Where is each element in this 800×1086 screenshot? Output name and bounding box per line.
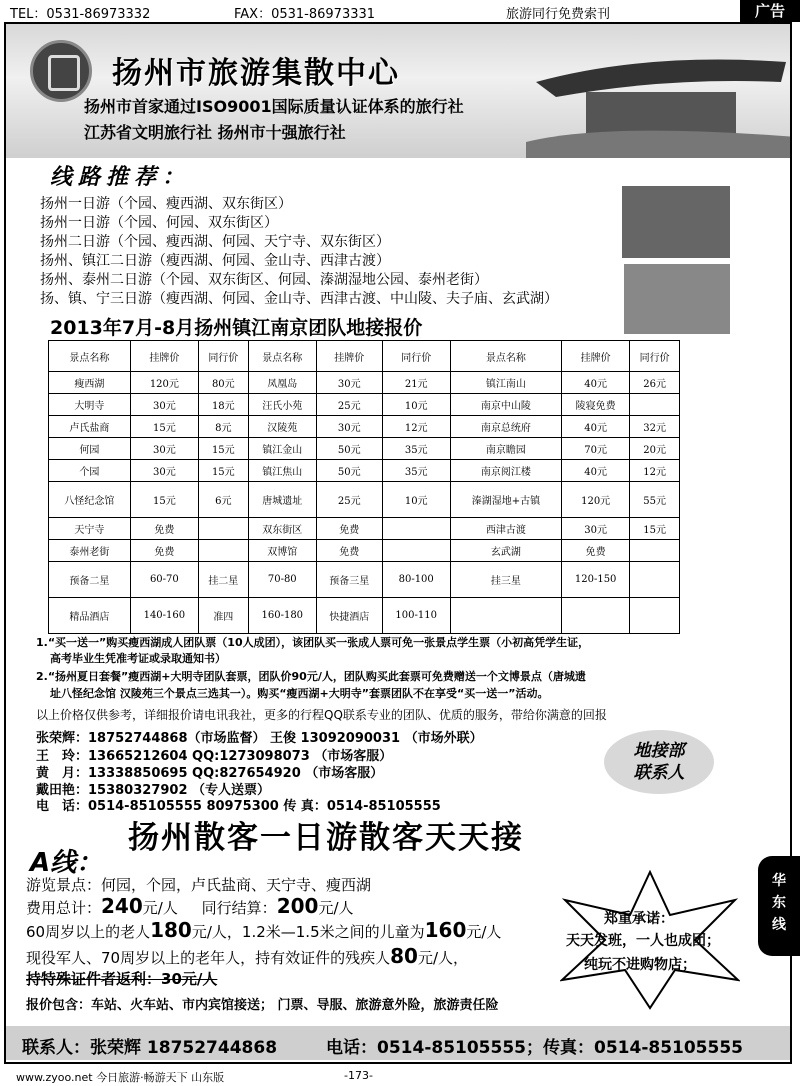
table-cell: 12元 [630,460,680,482]
table-cell: 21元 [382,372,450,394]
agents-line-2: 联系人 [633,763,685,783]
table-header-cell: 同行价 [198,341,248,372]
route-item: 扬州、镇江二日游（瘦西湖、何园、金山寺、西津古渡） [40,253,390,269]
table-row [49,598,680,634]
table-cell: 精品酒店 [49,598,131,634]
page-number: -173- [344,1069,373,1082]
table-cell: 30元 [316,372,382,394]
table-row [49,416,680,438]
table-cell: 30元 [316,416,382,438]
table-header-row [49,341,680,372]
side-tab-label: 华 东 线 [772,873,786,933]
table-cell: 天宁寺 [49,518,131,540]
contact-line: 电 话：0514-85105555 80975300 传 真：0514-85105555 [36,799,441,814]
cost-label: 费用总计： [26,899,102,917]
table-cell [198,540,248,562]
route-item: 扬州一日游（个园、瘦西湖、双东街区） [40,196,292,212]
table-cell: 25元 [316,482,382,518]
table-cell: 挂二星 [198,562,248,598]
table-header-cell: 挂牌价 [130,341,198,372]
table-header-cell: 景点名称 [49,341,131,372]
disclaimer: 以上价格仅供参考，详细报价请电讯我社，更多的行程QQ联系专业的团队、优质的服务，带给你满意的回报 [36,708,607,722]
table-cell: 预备三星 [316,562,382,598]
contact-line: 王 玲：13665212604 QQ:1273098073 （市场客服） [36,749,393,764]
table-row [49,372,680,394]
elder-price: 180 [150,918,192,942]
table-cell: 免费 [316,540,382,562]
table-cell: 镇江金山 [248,438,316,460]
footer-bar [6,1026,790,1060]
table-cell [630,540,680,562]
fax-text: FAX：0531-86973331 [234,7,376,22]
table-cell: 32元 [630,416,680,438]
note-2: 2.“扬州夏日套餐”瘦西湖+大明寺团队套票，团队价90元/人，团队购买此套票可免费赠送一个文博景点（唐城遗 [36,670,586,683]
daytour-title: 扬州散客一日游散客天天接 [128,820,524,856]
mountain-photo [624,264,730,334]
route-item: 扬州一日游（个园、何园、双东街区） [40,215,278,231]
table-cell: 140-160 [130,598,198,634]
military-line [26,944,468,968]
military-price: 80 [390,944,418,968]
route-item: 扬、镇、宁三日游（瘦西湖、何园、金山寺、西津古渡、中山陵、夫子庙、玄武湖） [40,291,558,307]
table-cell: 15元 [198,438,248,460]
table-row [49,438,680,460]
table-cell: 免费 [130,540,198,562]
route-item: 扬州、泰州二日游（个园、双东街区、何园、溱湖湿地公园、泰州老街） [40,272,488,288]
table-header-cell: 挂牌价 [562,341,630,372]
table-cell: 10元 [382,394,450,416]
table-cell: 个园 [49,460,131,482]
table-cell: 160-180 [248,598,316,634]
table-cell: 10元 [382,482,450,518]
table-cell: 80-100 [382,562,450,598]
table-cell: 30元 [562,518,630,540]
table-cell: 双东街区 [248,518,316,540]
table-cell: 35元 [382,438,450,460]
table-cell: 镇江南山 [450,372,561,394]
elder-text: 60周岁以上的老人 [26,923,151,941]
table-header-cell: 同行价 [630,341,680,372]
table-cell: 25元 [316,394,382,416]
table-cell: 100-110 [382,598,450,634]
price-table [48,340,680,634]
table-cell: 准四 [198,598,248,634]
table-cell: 35元 [382,460,450,482]
routes-title: 线路推荐： [50,165,191,190]
table-cell: 快捷酒店 [316,598,382,634]
table-cell: 15元 [130,482,198,518]
table-cell: 何园 [49,438,131,460]
table-header-cell: 挂牌价 [316,341,382,372]
footer-contact: 联系人：张荣辉 18752744868 [22,1038,278,1058]
table-cell [198,518,248,540]
table-cell: 镇江焦山 [248,460,316,482]
table-cell [562,598,630,634]
slogan-text: 旅游同行免费索刊 [506,7,611,22]
table-cell: 卢氏盐商 [49,416,131,438]
table-cell: 70元 [562,438,630,460]
cost-value: 240 [101,894,143,918]
table-cell: 55元 [630,482,680,518]
table-cell: 30元 [130,460,198,482]
table-cell: 70-80 [248,562,316,598]
table-cell: 免费 [562,540,630,562]
note-1: 1.“买一送一”购买瘦西湖成人团队票（10人成团），该团队买一张成人票可免一张景点学生票（小初高凭学生证， [36,636,590,649]
table-cell: 15元 [130,416,198,438]
table-cell: 80元 [198,372,248,394]
logo-icon [30,40,92,102]
banner-subtitle-2: 江苏省文明旅行社 扬州市十强旅行社 [84,123,346,142]
promise-2: 纯玩不进购物店； [584,957,696,973]
table-cell [382,540,450,562]
includes-text: 报价包含：车站、火车站、市内宾馆接送； 门票、导服、旅游意外险，旅游责任险 [26,998,499,1013]
ad-badge: 广告 [740,0,800,22]
side-tab [758,856,800,956]
table-cell: 120元 [130,372,198,394]
elder-line [26,918,501,942]
special-text: 持特殊证件者返利：30元/人 [26,970,218,988]
table-cell: 唐城遗址 [248,482,316,518]
table-cell: 20元 [630,438,680,460]
promise-title: 郑重承诺： [604,911,674,927]
footer-phone: 电话：0514-85105555；传真：0514-85105555 [326,1038,743,1058]
table-cell: 预备二星 [49,562,131,598]
promise-1: 天天发班，一人也成团； [566,933,720,949]
contact-line: 黄 月：13338850695 QQ:827654920 （市场客服） [36,766,384,781]
table-cell: 南京中山陵 [450,394,561,416]
cost-unit: 元/人 [142,899,178,917]
pagoda-image [526,52,790,158]
table-cell: 120元 [562,482,630,518]
table-cell: 40元 [562,372,630,394]
table-cell: 南京阅江楼 [450,460,561,482]
table-row [49,482,680,518]
agency-title: 扬州市旅游集散中心 [112,56,400,91]
table-cell: 50元 [316,460,382,482]
route-item: 扬州二日游（个园、瘦西湖、何园、天宁寺、双东街区） [40,234,390,250]
table-cell: 8元 [198,416,248,438]
table-row [49,394,680,416]
table-cell: 40元 [562,460,630,482]
lake-photo [622,186,730,258]
table-cell: 60-70 [130,562,198,598]
table-cell: 6元 [198,482,248,518]
table-cell: 凤凰岛 [248,372,316,394]
table-cell [630,562,680,598]
table-cell: 12元 [382,416,450,438]
peer-value: 200 [276,894,319,918]
table-header-cell: 同行价 [382,341,450,372]
child-text: 元/人，1.2米—1.5米之间的儿童为 [191,923,425,941]
table-cell [450,598,561,634]
child-unit: 元/人 [466,923,502,941]
table-cell: 溱湖湿地+古镇 [450,482,561,518]
table-header-cell: 景点名称 [450,341,561,372]
table-cell: 120-150 [562,562,630,598]
table-cell: 30元 [130,394,198,416]
table-cell: 挂三星 [450,562,561,598]
peer-unit: 元/人 [318,899,354,917]
contact-line: 戴田艳：15380327902 （专人送票） [36,783,271,798]
table-cell: 泰州老街 [49,540,131,562]
table-row [49,540,680,562]
agents-line-1: 地接部 [633,741,685,761]
table-cell: 15元 [198,460,248,482]
table-cell: 50元 [316,438,382,460]
table-cell: 免费 [316,518,382,540]
table-cell: 大明寺 [49,394,131,416]
agents-badge [604,730,714,794]
cost-line [26,894,354,918]
military-unit: 元/人， [417,949,468,967]
military-text: 现役军人、70周岁以上的老年人，持有效证件的残疾人 [26,949,391,967]
table-row [49,562,680,598]
table-cell: 26元 [630,372,680,394]
price-table-title: 2013年7月-8月扬州镇江南京团队地接报价 [50,317,423,339]
banner-subtitle-1: 扬州市首家通过ISO9001国际质量认证体系的旅行社 [84,97,464,116]
table-cell: 汪氏小苑 [248,394,316,416]
table-cell: 西津古渡 [450,518,561,540]
table-cell [382,518,450,540]
table-cell: 双博馆 [248,540,316,562]
table-cell: 免费 [130,518,198,540]
table-cell [630,598,680,634]
table-cell [630,394,680,416]
table-cell: 40元 [562,416,630,438]
peer-label: 同行结算： [201,899,277,917]
a-line-label: A线： [30,848,103,878]
table-cell: 陵寝免费 [562,394,630,416]
table-cell: 南京总统府 [450,416,561,438]
table-cell: 南京瞻园 [450,438,561,460]
table-header-cell: 景点名称 [248,341,316,372]
table-cell: 玄武湖 [450,540,561,562]
table-cell: 15元 [630,518,680,540]
note-2b: 址八怪纪念馆 汉陵苑三个景点三选其一）。购买“瘦西湖+大明寺”套票团队不在享受“买一送一”活动。 [50,687,549,700]
child-price: 160 [424,918,467,942]
table-cell: 18元 [198,394,248,416]
bottom-bar [0,1066,800,1086]
sights-text: 游览景点：何园，个园，卢氏盐商、天宁寺、瘦西湖 [26,876,372,894]
table-cell: 八怪纪念馆 [49,482,131,518]
note-1b: 高考毕业生凭准考证或录取通知书） [50,652,226,665]
contact-line: 张荣辉：18752744868（市场监督） 王俊 13092090031 （市场外联） [36,731,483,746]
tel-text: TEL：0531-86973332 [10,7,151,22]
table-row [49,518,680,540]
table-cell: 30元 [130,438,198,460]
site-text: www.zyoo.net 今日旅游·畅游天下 山东版 [16,1071,225,1084]
table-cell: 瘦西湖 [49,372,131,394]
top-bar [0,0,800,22]
table-cell: 汉陵苑 [248,416,316,438]
table-row [49,460,680,482]
